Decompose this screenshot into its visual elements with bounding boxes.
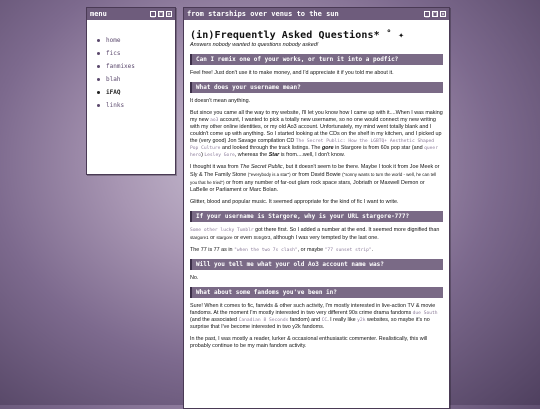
answer-text: and looked through the track listings. The: [221, 145, 321, 151]
star-emphasis: Star: [268, 152, 280, 158]
menu-item-label: blah: [106, 76, 121, 83]
faq-question-fandoms: What about some fandoms you've been in?: [190, 287, 443, 298]
menu-item-fics[interactable]: [97, 47, 175, 60]
faq-answer-remix: Feel free! Just don't use it to make money, and I'd appreciate it if you told me about it.: [190, 70, 394, 76]
answer-text: account, I wanted to pick a totally new username, so no one would connect my new writing with my other online identities, or my old Ao3 account. Unfortunately, my mind went totally blank and I couldn't come up with anything. So I started looking at the CDs on the shelf in my kitchen, and I picked up the (very good) Jon Savage compilation CD: [190, 117, 442, 144]
faq-question-url: If your username is Stargore, why is your URL stargore-777?: [190, 211, 443, 222]
answer-text: , or maybe: [297, 247, 324, 253]
menu-item-label: fics: [106, 50, 121, 57]
cc-link[interactable]: CC: [321, 318, 328, 323]
sunset-quote: "77 sunset strip": [324, 248, 372, 253]
faq-answer-username-2: But since you came all the way to my website, I'll let you know how I came up with it....When I was making my new ao3 account, I wanted to pick a totally new username, so no one would connect my new writing with my other online identities, or my old Ao3 account. Unfortunately, my mind went totally blank and I couldn't come up with anything. So I started looking at the CDs on the shelf in my kitchen, and I picked up the (very good) Jon Savage compilation CD The Secret Public: How the LGBTQ+ Aesthetic Shaped Pop Culture and looked through the track listings. The gore in Stargore is from 60s pop star (and queer hero) Lesley Gore, whereas the Star is from....well, I don't know.: [190, 110, 443, 158]
answer-text: , although I was very tempted by the last one.: [270, 235, 379, 241]
answer-text: or from any number of far-out glam rock space stars, Jobriath or Maxwell Demon or LaBelle or Parliament or Marc Bolan.: [190, 180, 425, 193]
faq-answer-fandoms-2: In the past, I was mostly a reader, lurker & occasional enthusiastic commenter. Realistically, this will probably continue to be my main fandom activity.: [190, 336, 428, 349]
bullet-icon: [97, 104, 100, 107]
menu-window: [86, 7, 176, 175]
menu-titlebar[interactable]: [87, 8, 175, 20]
answer-text: .: [371, 247, 374, 253]
answer-text: But since you came all the way to my website, I'll let you know how I came up with it....When I was making my new: [190, 110, 443, 123]
gore-emphasis: gore: [321, 145, 334, 151]
answer-text: fandom) and: [289, 317, 321, 323]
minimize-icon[interactable]: _: [425, 11, 429, 18]
faq-answer-fandoms-1: [190, 303, 443, 331]
answer-text: Sure! When it comes to fic, fanvids & other such activity, I'm mostly interested in live-action TV & movie fandoms. At the moment I'm mostly interested in two very different 90s crime drama fandoms: [190, 303, 436, 316]
y2k-tag: y2k: [357, 318, 366, 323]
username-variant: St4rg0r3: [253, 235, 271, 240]
main-window-controls: [424, 11, 446, 17]
bullet-icon: [97, 52, 100, 55]
lesley-gore-link[interactable]: Lesley Gore: [204, 153, 235, 158]
menu-item-label: fanmixes: [106, 63, 135, 70]
lyric-aside: ("everybody is a star"): [247, 172, 291, 177]
close-icon[interactable]: ×: [441, 11, 445, 18]
menu-item-home[interactable]: [97, 34, 175, 47]
due-south-link[interactable]: due South: [412, 311, 438, 316]
cd-title-link[interactable]: The Secret Public: How the LGBTQ+ Aesthetic Shaped Pop Culture: [190, 139, 435, 151]
bullet-icon: [97, 39, 100, 42]
other-tumblr-link[interactable]: Some other lucky Tumblr: [190, 228, 254, 233]
answer-text: got there first. So I added a number at the end. It seemed more dignified than: [255, 227, 440, 233]
page-title: (in)Frequently Asked Questions* ˚ ✦: [190, 30, 405, 41]
menu-item-ifaq[interactable]: [97, 86, 175, 99]
answer-text: in Stargore is from 60s pop star (and: [335, 145, 423, 151]
menu-item-blah[interactable]: [97, 73, 175, 86]
faq-question-old-account: Will you tell me what your old Ao3 account name was?: [190, 259, 443, 270]
maximize-icon[interactable]: □: [433, 11, 437, 18]
lyric-aside: ("sonny wants to turn the world - well, he can tell you that he tried"): [190, 172, 437, 185]
ao3-tag: ao3: [210, 118, 219, 123]
canadian-8-seconds-link[interactable]: Canadian 8 Seconds: [238, 318, 289, 323]
menu-window-controls: [150, 11, 172, 17]
menu-list: [87, 34, 175, 112]
answer-text: or: [210, 235, 215, 241]
faq-question-remix: Can I remix one of your works, or turn it into a podfic?: [190, 54, 443, 65]
answer-text: I thought it was from: [190, 164, 239, 170]
menu-item-label: links: [106, 102, 125, 109]
menu-item-fanmixes[interactable]: [97, 60, 175, 73]
faq-answer-url-2: [190, 247, 443, 254]
main-window: [183, 7, 450, 409]
menu-item-label: home: [106, 37, 121, 44]
menu-item-links[interactable]: [97, 99, 175, 112]
answer-text: . I really like: [327, 317, 356, 323]
bullet-icon: [97, 78, 100, 81]
faq-answer-url-1: [190, 227, 443, 242]
answer-text: or even: [233, 235, 252, 241]
answer-text: (and the associated: [190, 317, 238, 323]
faq-question-username: What does your username mean?: [190, 82, 443, 93]
faq-answer-username-4: Glitter, blood and popular music. It seemed appropriate for the kind of fic I want to write.: [190, 199, 399, 205]
menu-item-label: iFAQ: [106, 89, 121, 96]
clash-quote: "when the two 7s clash": [234, 248, 298, 253]
queer-hero-tag: queer hero: [190, 146, 438, 158]
faq-answer-username-1: It doesn't mean anything.: [190, 98, 251, 104]
maximize-icon[interactable]: □: [159, 11, 163, 18]
answer-text: , but it doesn't seem to be there. Maybe I took it from Joe Meek or Sly & The Family Stone: [190, 164, 440, 178]
answer-text: or from David Bowie: [292, 172, 341, 178]
username-variant: stargore: [216, 235, 233, 240]
answer-text: websites, so maybe it's no surprise that I've become interested in two y2k fandoms.: [190, 317, 430, 330]
menu-window-title: menu: [90, 10, 107, 18]
bullet-icon: [97, 65, 100, 68]
answer-text: is from....well, I don't know.: [280, 152, 345, 158]
page-subtitle: Answers nobody wanted to questions nobody asked!: [190, 42, 319, 48]
faq-answer-old-account: No.: [190, 275, 199, 281]
username-variant: stargore1: [190, 235, 209, 240]
answer-text: The 77 is 77 as in: [190, 247, 233, 253]
faq-content: [184, 20, 449, 350]
main-window-title: from starships over venus to the sun: [187, 10, 339, 18]
secret-public-title: The Secret Public: [240, 164, 283, 170]
close-icon[interactable]: ×: [167, 11, 171, 18]
faq-answer-username-3: [190, 164, 443, 194]
minimize-icon[interactable]: _: [151, 11, 155, 18]
answer-text: , whereas the: [234, 152, 268, 158]
main-titlebar[interactable]: [184, 8, 449, 20]
bullet-icon: [97, 91, 100, 94]
